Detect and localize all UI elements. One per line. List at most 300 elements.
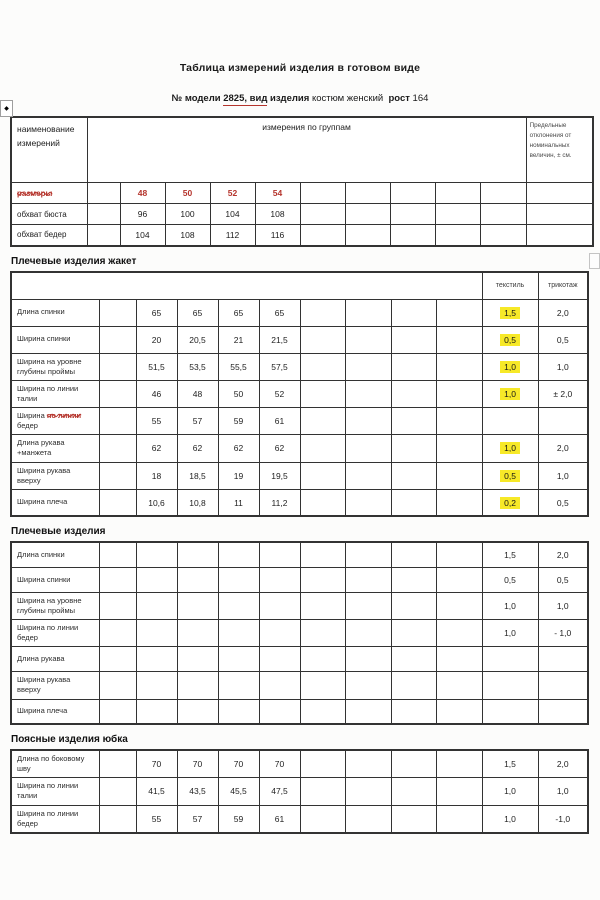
measurement-name-cell: Ширина спинки — [11, 567, 99, 592]
size-value-cell: 11 — [218, 489, 259, 516]
knit-deviation-cell: 0,5 — [538, 489, 588, 516]
empty-cell — [435, 183, 480, 204]
empty-cell — [391, 353, 436, 380]
empty-cell — [436, 567, 482, 592]
header-groups-column: измерения по группам — [87, 117, 526, 183]
empty-cell — [436, 750, 482, 778]
knit-deviation-cell: 2,0 — [538, 542, 588, 567]
table-row — [11, 183, 593, 204]
size-value-cell — [259, 699, 300, 724]
size-value-cell — [136, 620, 177, 647]
table-row — [11, 620, 588, 647]
empty-cell — [436, 299, 482, 326]
empty-cell — [300, 699, 345, 724]
size-value-cell: 59 — [218, 805, 259, 833]
empty-cell — [300, 567, 345, 592]
empty-cell — [436, 672, 482, 699]
knit-deviation-cell: 2,0 — [538, 299, 588, 326]
measurement-name-cell: Ширина по линии талии — [11, 778, 99, 805]
knit-deviation-cell: 0,5 — [538, 326, 588, 353]
spacer-cell — [99, 435, 136, 462]
size-value-cell: 104 — [120, 225, 165, 246]
empty-cell — [345, 699, 391, 724]
textile-deviation-cell — [482, 489, 538, 516]
empty-cell — [436, 462, 482, 489]
size-value-cell: 45,5 — [218, 778, 259, 805]
size-value-cell — [259, 647, 300, 672]
height-label: рост — [388, 93, 410, 104]
highlighted-value: 0,5 — [500, 334, 520, 346]
knit-deviation-cell: -1,0 — [538, 805, 588, 833]
measurement-name-cell: Ширина по линии бедер — [11, 805, 99, 833]
empty-cell — [390, 204, 435, 225]
empty-cell — [480, 225, 526, 246]
shoulder-section-title: Плечевые изделия — [11, 526, 106, 538]
knit-deviation-cell — [538, 647, 588, 672]
textile-deviation-cell: 0,5 — [482, 567, 538, 592]
spacer-cell — [99, 380, 136, 407]
size-value-cell: 57 — [177, 408, 218, 435]
knit-deviation-cell: 2,0 — [538, 750, 588, 778]
empty-cell — [300, 353, 345, 380]
spacer-cell — [99, 672, 136, 699]
table-row — [11, 699, 588, 724]
deviation-cell — [526, 204, 593, 225]
jacket-header-empty-cell — [11, 272, 482, 300]
size-value-cell — [218, 672, 259, 699]
empty-cell — [390, 183, 435, 204]
empty-cell — [391, 567, 436, 592]
size-value-cell — [218, 620, 259, 647]
spacer-cell — [99, 699, 136, 724]
highlighted-value: 1,5 — [500, 307, 520, 319]
product-type-value: костюм женский — [311, 93, 384, 104]
size-value-cell — [218, 699, 259, 724]
header-row — [11, 117, 593, 183]
spacer-cell — [87, 183, 120, 204]
size-value-cell: 57,5 — [259, 353, 300, 380]
size-value-cell — [136, 567, 177, 592]
empty-cell — [345, 489, 391, 516]
textile-deviation-cell — [482, 408, 538, 435]
empty-cell — [436, 353, 482, 380]
size-value-cell: 65 — [259, 299, 300, 326]
table-row — [11, 567, 588, 592]
spacer-cell — [87, 225, 120, 246]
textile-deviation-cell — [482, 380, 538, 407]
empty-cell — [345, 353, 391, 380]
size-value-cell: 65 — [136, 299, 177, 326]
size-value-cell: 108 — [165, 225, 210, 246]
textile-deviation-cell: 1,0 — [482, 778, 538, 805]
spacer-cell — [99, 805, 136, 833]
size-value-cell: 52 — [210, 183, 255, 204]
empty-cell — [345, 326, 391, 353]
spacer-cell — [99, 326, 136, 353]
size-value-cell: 57 — [177, 805, 218, 833]
empty-cell — [300, 435, 345, 462]
empty-cell — [345, 435, 391, 462]
textile-deviation-cell — [482, 699, 538, 724]
size-value-cell — [177, 592, 218, 619]
spacer-cell — [99, 567, 136, 592]
empty-cell — [300, 647, 345, 672]
spacer-cell — [99, 353, 136, 380]
empty-cell — [391, 778, 436, 805]
jacket-section-title: Плечевые изделия жакет — [11, 255, 137, 267]
empty-cell — [436, 592, 482, 619]
measurement-name-cell: обхват бюста — [11, 204, 87, 225]
empty-cell — [300, 592, 345, 619]
size-value-cell: 70 — [259, 750, 300, 778]
size-value-cell — [177, 542, 218, 567]
empty-cell — [345, 620, 391, 647]
knit-deviation-cell — [538, 672, 588, 699]
size-value-cell — [177, 672, 218, 699]
measurement-name-cell: Ширина спинки — [11, 326, 99, 353]
empty-cell — [436, 620, 482, 647]
size-value-cell — [177, 567, 218, 592]
size-value-cell: 50 — [218, 380, 259, 407]
spacer-cell — [99, 408, 136, 435]
size-value-cell — [136, 542, 177, 567]
shoulder-table — [10, 541, 589, 725]
measurement-name-cell: Длина рукава +манжета — [11, 435, 99, 462]
empty-cell — [345, 750, 391, 778]
knit-deviation-cell: ± 2,0 — [538, 380, 588, 407]
empty-cell — [345, 183, 390, 204]
textile-deviation-cell: 1,0 — [482, 805, 538, 833]
measurement-name-cell: Ширина рукава вверху — [11, 672, 99, 699]
textile-deviation-cell — [482, 326, 538, 353]
table-row — [11, 435, 588, 462]
empty-cell — [436, 326, 482, 353]
size-value-cell: 19,5 — [259, 462, 300, 489]
empty-cell — [391, 299, 436, 326]
deviation-cell — [526, 183, 593, 204]
textile-deviation-cell: 1,0 — [482, 620, 538, 647]
size-value-cell — [177, 647, 218, 672]
size-value-cell — [136, 699, 177, 724]
size-value-cell — [218, 542, 259, 567]
size-value-cell: 41,5 — [136, 778, 177, 805]
table-row — [11, 647, 588, 672]
size-value-cell: 43,5 — [177, 778, 218, 805]
size-value-cell: 20 — [136, 326, 177, 353]
measurement-name-cell: Длина спинки — [11, 299, 99, 326]
empty-cell — [300, 672, 345, 699]
label-text: Ширина — [17, 411, 45, 420]
knit-deviation-cell: 1,0 — [538, 353, 588, 380]
size-value-cell: 48 — [177, 380, 218, 407]
table-row — [11, 489, 588, 516]
size-value-cell — [259, 542, 300, 567]
empty-cell — [345, 408, 391, 435]
spacer-cell — [87, 204, 120, 225]
size-value-cell: 65 — [177, 299, 218, 326]
empty-cell — [300, 750, 345, 778]
size-value-cell: 61 — [259, 408, 300, 435]
textile-deviation-cell: 1,5 — [482, 750, 538, 778]
empty-cell — [345, 542, 391, 567]
size-value-cell: 20,5 — [177, 326, 218, 353]
empty-cell — [300, 778, 345, 805]
empty-cell — [391, 380, 436, 407]
size-value-cell: 70 — [177, 750, 218, 778]
size-value-cell: 21,5 — [259, 326, 300, 353]
size-value-cell — [218, 647, 259, 672]
highlighted-value: 1,0 — [500, 388, 520, 400]
table-row — [11, 225, 593, 246]
empty-cell — [300, 462, 345, 489]
empty-cell — [300, 620, 345, 647]
knit-deviation-cell: 2,0 — [538, 435, 588, 462]
size-value-cell: 53,5 — [177, 353, 218, 380]
skirt-table — [10, 749, 589, 834]
size-value-cell: 52 — [259, 380, 300, 407]
empty-cell — [345, 567, 391, 592]
measurement-name-cell: обхват бедер — [11, 225, 87, 246]
textile-deviation-cell — [482, 299, 538, 326]
size-value-cell: 104 — [210, 204, 255, 225]
product-type-label: изделия — [270, 93, 310, 104]
size-value-cell: 19 — [218, 462, 259, 489]
empty-cell — [345, 299, 391, 326]
size-value-cell: 21 — [218, 326, 259, 353]
empty-cell — [300, 380, 345, 407]
knit-deviation-cell — [538, 699, 588, 724]
model-info-line — [0, 93, 600, 104]
empty-cell — [391, 672, 436, 699]
jacket-table — [10, 271, 589, 518]
knit-deviation-cell: 0,5 — [538, 567, 588, 592]
size-value-cell: 70 — [136, 750, 177, 778]
empty-cell — [300, 805, 345, 833]
table-row — [11, 592, 588, 619]
textile-deviation-cell — [482, 462, 538, 489]
textile-deviation-cell — [482, 353, 538, 380]
size-value-cell — [136, 592, 177, 619]
spacer-cell — [99, 299, 136, 326]
spacer-cell — [99, 778, 136, 805]
height-value: 164 — [412, 93, 429, 104]
size-value-cell: 62 — [218, 435, 259, 462]
highlighted-value: 1,0 — [500, 361, 520, 373]
size-value-cell: 18 — [136, 462, 177, 489]
empty-cell — [436, 647, 482, 672]
empty-cell — [391, 699, 436, 724]
empty-cell — [345, 204, 390, 225]
empty-cell — [391, 805, 436, 833]
size-value-cell: 61 — [259, 805, 300, 833]
size-value-cell — [259, 567, 300, 592]
textile-deviation-cell — [482, 672, 538, 699]
size-value-cell: 112 — [210, 225, 255, 246]
empty-cell — [391, 489, 436, 516]
empty-cell — [345, 380, 391, 407]
empty-cell — [436, 542, 482, 567]
size-value-cell — [259, 672, 300, 699]
empty-cell — [300, 542, 345, 567]
spacer-cell — [99, 592, 136, 619]
size-value-cell — [136, 672, 177, 699]
empty-cell — [391, 620, 436, 647]
empty-cell — [391, 435, 436, 462]
empty-cell — [436, 435, 482, 462]
empty-cell — [435, 225, 480, 246]
empty-cell — [391, 408, 436, 435]
empty-cell — [391, 592, 436, 619]
size-value-cell: 65 — [218, 299, 259, 326]
knit-deviation-cell: 1,0 — [538, 462, 588, 489]
header-name-column: наименование измерений — [11, 117, 87, 183]
size-value-cell: 116 — [255, 225, 300, 246]
table-row — [11, 778, 588, 805]
table-row — [11, 805, 588, 833]
empty-cell — [345, 778, 391, 805]
deleted-text: по линии — [46, 411, 82, 420]
size-value-cell: 54 — [255, 183, 300, 204]
size-value-cell: 62 — [259, 435, 300, 462]
measurement-name-cell: Ширина по линии бедер — [11, 620, 99, 647]
size-value-cell: 18,5 — [177, 462, 218, 489]
size-value-cell — [177, 699, 218, 724]
measurement-name-cell: Длина по боковому шву — [11, 750, 99, 778]
empty-cell — [391, 750, 436, 778]
size-value-cell: 62 — [177, 435, 218, 462]
spacer-cell — [99, 750, 136, 778]
table-row — [11, 462, 588, 489]
empty-cell — [436, 699, 482, 724]
empty-cell — [300, 204, 345, 225]
size-value-cell — [136, 647, 177, 672]
table-row — [11, 380, 588, 407]
size-value-cell: 10,6 — [136, 489, 177, 516]
highlighted-value: 1,0 — [500, 442, 520, 454]
measurement-name-cell: Ширина на уровне глубины проймы — [11, 592, 99, 619]
spacer-cell — [99, 542, 136, 567]
empty-cell — [345, 592, 391, 619]
deviation-cell — [526, 225, 593, 246]
size-value-cell: 108 — [255, 204, 300, 225]
empty-cell — [300, 299, 345, 326]
table-row — [11, 299, 588, 326]
spacer-cell — [99, 620, 136, 647]
measurement-name-cell: размеры — [11, 183, 87, 204]
empty-cell — [436, 805, 482, 833]
spacer-cell — [99, 462, 136, 489]
empty-cell — [300, 183, 345, 204]
table-row — [11, 353, 588, 380]
empty-cell — [435, 204, 480, 225]
measurement-name-cell: Ширина по линии талии — [11, 380, 99, 407]
size-value-cell — [218, 567, 259, 592]
jacket-header-row — [11, 272, 588, 300]
sizes-table — [10, 116, 594, 247]
size-value-cell: 55,5 — [218, 353, 259, 380]
empty-cell — [436, 408, 482, 435]
highlighted-value: 0,5 — [500, 470, 520, 482]
table-move-handle-icon[interactable]: ◆ — [0, 100, 13, 117]
skirt-section-title: Поясные изделия юбка — [11, 734, 128, 745]
size-value-cell: 55 — [136, 408, 177, 435]
header-deviation-column: Предельные отклонения от номинальных величин, ± см. — [526, 117, 593, 183]
empty-cell — [345, 647, 391, 672]
empty-cell — [345, 672, 391, 699]
table-row — [11, 750, 588, 778]
empty-cell — [345, 462, 391, 489]
label-text: бедер — [17, 421, 38, 431]
textile-column-header: текстиль — [482, 272, 538, 300]
table-row — [11, 408, 588, 435]
empty-cell — [436, 380, 482, 407]
spacer-cell — [99, 647, 136, 672]
page-title: Таблица измерений изделия в готовом виде — [179, 62, 421, 74]
measurement-name-cell: Ширина рукава вверху — [11, 462, 99, 489]
empty-cell — [300, 408, 345, 435]
measurement-name-cell — [11, 408, 99, 435]
table-row — [11, 542, 588, 567]
size-value-cell: 96 — [120, 204, 165, 225]
knit-deviation-cell: - 1,0 — [538, 620, 588, 647]
size-value-cell: 47,5 — [259, 778, 300, 805]
empty-cell — [391, 542, 436, 567]
empty-cell — [390, 225, 435, 246]
measurement-name-cell: Длина рукава — [11, 647, 99, 672]
size-value-cell: 46 — [136, 380, 177, 407]
size-value-cell: 11,2 — [259, 489, 300, 516]
size-value-cell: 62 — [136, 435, 177, 462]
empty-cell — [300, 489, 345, 516]
empty-cell — [436, 778, 482, 805]
empty-cell — [391, 462, 436, 489]
size-value-cell — [218, 592, 259, 619]
knit-deviation-cell: 1,0 — [538, 778, 588, 805]
size-value-cell — [259, 620, 300, 647]
empty-cell — [436, 489, 482, 516]
size-value-cell: 55 — [136, 805, 177, 833]
size-value-cell — [177, 620, 218, 647]
model-label: № модели — [171, 93, 221, 104]
textile-deviation-cell — [482, 435, 538, 462]
table-row — [11, 326, 588, 353]
textile-deviation-cell: 1,0 — [482, 592, 538, 619]
size-value-cell: 51,5 — [136, 353, 177, 380]
size-value-cell — [259, 592, 300, 619]
empty-cell — [300, 326, 345, 353]
table-row — [11, 204, 593, 225]
size-value-cell: 48 — [120, 183, 165, 204]
measurement-name-cell: Ширина плеча — [11, 699, 99, 724]
empty-cell — [391, 647, 436, 672]
table-resize-handle[interactable] — [589, 253, 600, 269]
textile-deviation-cell — [482, 647, 538, 672]
empty-cell — [480, 183, 526, 204]
model-number: 2825, вид — [223, 93, 268, 104]
table-row — [11, 672, 588, 699]
size-value-cell: 59 — [218, 408, 259, 435]
size-value-cell: 10,8 — [177, 489, 218, 516]
size-value-cell: 70 — [218, 750, 259, 778]
spacer-cell — [99, 489, 136, 516]
empty-cell — [300, 225, 345, 246]
knit-deviation-cell: 1,0 — [538, 592, 588, 619]
highlighted-value: 0,2 — [500, 497, 520, 509]
empty-cell — [480, 204, 526, 225]
size-value-cell: 100 — [165, 204, 210, 225]
empty-cell — [391, 326, 436, 353]
measurement-name-cell: Ширина на уровне глубины проймы — [11, 353, 99, 380]
